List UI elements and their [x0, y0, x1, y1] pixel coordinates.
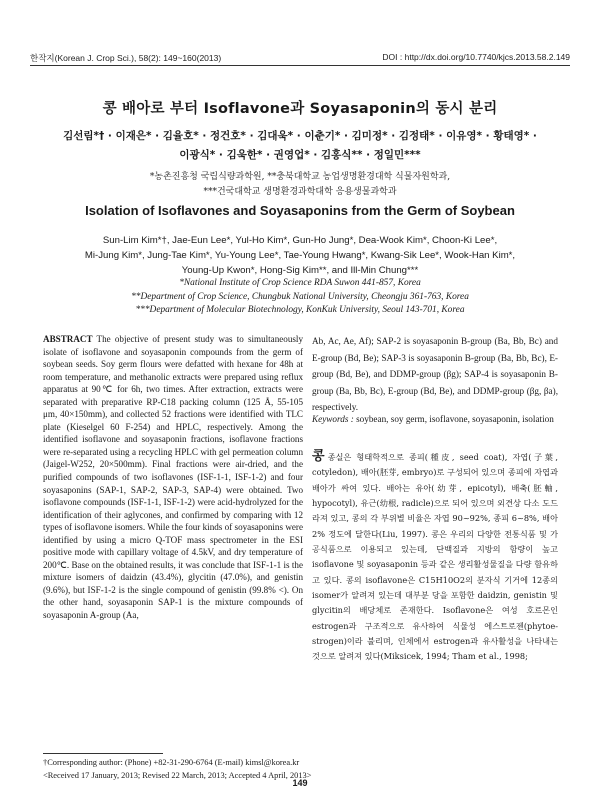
korean-affiliation-line: ***건국대학교 생명환경과학대학 응용생물과학과: [203, 187, 397, 197]
keywords-label: Keywords :: [312, 414, 354, 424]
page-number: 149: [292, 778, 308, 788]
korean-title: 콩 배아로 부터 Isoflavone과 Soyasaponin의 동시 분리: [102, 101, 498, 117]
body-text: [312, 449, 558, 665]
doi-link[interactable]: DOI : http://dx.doi.org/10.7740/kjcs.2013.58.2.149: [382, 52, 570, 62]
korean-authors-line: 김선림*† · 이재은* · 김율호* · 정건호* · 김대욱* · 이춘기* · 김미정* · 김정태* · 이유영* · 황태영* ·: [63, 130, 537, 142]
english-affiliation-line: ***Department of Molecular Biotechnology, KonKuk University, Seoul 143-701, Korea: [135, 305, 465, 315]
corresponding-author: †Corresponding author: (Phone) +82-31-290-6764 (E-mail) kimsl@korea.kr: [43, 758, 300, 767]
journal-citation: 한작지(Korean J. Crop Sci.), 58(2): 149~160(2013): [30, 53, 222, 63]
header-rule: [30, 65, 570, 66]
english-authors-line: Mi-Jung Kim*, Jung-Tae Kim*, Yu-Young Lee*, Tae-Young Hwang*, Kwang-Sik Lee*, Wook-Han Kim*,: [84, 250, 516, 261]
korean-authors-line: 이광식* · 김욱한* · 권영업* · 김홍식** · 정일민***: [179, 149, 421, 161]
abstract-text: The objective of present study was to simultaneously isolate of isoflavone and soyasaponin compounds from the germ of soybean seeds. Soy germ flours were defatted with hexane for 48h at room temperature, and methanolic extracts were prepared using reflux apparatus at 90℃ for 6h, two times. After extraction, extracts were separated with preparative RP-C18 packing column (125 Å, 55-105 μm, 40×150mm), and collected 52 fractions were identified with TLC plate (Kieselgel 60 F-254) and HPLC, respectively. Among the identified isoflavone and soyasaponin fractions, isoflavone fractions were re-separated using a recycling HPLC with gel permeation column (Jaigel-W252, 20×500mm). Final fractions were air-dried, and the purified compounds of two isoflavones (ISF-1-1, ISF-1-2) and four soyasaponins (SAP-1, SAP-2, SAP-3, SAP-4) were obtained. Two isoflavone compounds (ISF-1-1, ISF-1-2) were acid-hydrolyzed for the identification of their aglycones, and confirmed by comparing with 12 types of isoflavone isomers. While the four kinds of soyasaponins were identified by using a micro Q-TOF mass spectrometer in the ESI positive mode with capillary voltage of 4.5kV, and dry temperature of 200℃. Base on the obtained results, it was conclude that ISF-1-1 is the mixture isomers of daidzin (43.4%), glycitin (47.0%), and genistin (9.6%), but ISF-1-2 is the single compound of genistin (99.8% <). On the other hand, soyasaponin SAP-1 is the mixture compounds of soyasaponin A-group (Aa,: [43, 334, 304, 621]
english-authors-line: Sun-Lim Kim*†, Jae-Eun Lee*, Yul-Ho Kim*, Gun-Ho Jung*, Dea-Wook Kim*, Choon-Ki Lee*,: [102, 235, 498, 246]
korean-affiliation-line: *농촌진흥청 국립식량과학원, **충북대학교 농업생명환경대학 식물자원학과,: [149, 172, 451, 182]
english-affiliations: [40, 277, 560, 318]
korean-authors: [40, 127, 560, 165]
body-paragraph: 종실은 형태학적으로 종피(種皮, seed coat), 자엽(子葉, cotyledon), 배아(胚芽, embryo)로 구성되어 있으며 종피에 자엽과 배아가 싸여 있다. 배아는 유아(幼芽, epicotyl), 배축(胚軸, hypocotyl), 유근(幼根, radicle)으로 되어 있으며 외견상 다소 도드라져 있고, 콩의 각 부위별 비율은 자엽 90~92%, 종피 6~8%, 배아 2% 정도에 달한다(Liu, 1997). 콩은 우리의 다양한 전통식품 및 가공식품으로 이용되고 있는데, 단백질과 지방의 함량이 높고 isoflavone 및 soyasaponin 등과 같은 생리활성물질을 다량 함유하고 있다. 콩의 isoflavone은 C15H10O2의 분자식 기거에 12종의 isomer가 알려져 있는데 대부분 당을 포함한 daidzin, genistin 및 glycitin의 배당체로 존재한다. Isoflavone은 여성 호르몬인 estrogen과 구조적으로 유사하여 식물성 에스트로젠(phytoe-strogen)이라 불리며, 인체에서 estrogen과 유사활성을 나타내는 것으로 알려져 있다(Miksicek, 1994; Tham et al., 1998;: [312, 452, 558, 662]
english-title: Isolation of Isoflavones and Soyasaponins from the Germ of Soybean: [85, 203, 515, 218]
abstract-continued: Ab, Ac, Ae, Af); SAP-2 is soyasaponin B-group (Ba, Bb, Bc) and E-group (Bd, Be); SAP-3 is soyasaponin B-group (Ba, Bb, Bc), E-group (Bd, Be), and DDMP-group (βg); SAP-4 is soyasaponin B-group (Ba, Bb, Bc), E-group (Bd, Be), and DDMP-group (βg, βa), respectively.: [312, 336, 558, 413]
english-authors-line: Young-Up Kwon*, Hong-Sig Kim**, and Ill-Min Chung***: [181, 265, 419, 276]
footnote-rule: [43, 753, 163, 754]
received-dates: <Received 17 January, 2013; Revised 22 March, 2013; Accepted 4 April, 2013>: [43, 770, 312, 780]
keywords-text: soybean, soy germ, isoflavone, soyasaponin, isolation: [356, 414, 554, 424]
dropcap: 콩: [312, 449, 325, 464]
english-affiliation-line: **Department of Crop Science, Chungbuk National University, Cheongju 361-763, Korea: [131, 291, 469, 302]
abstract-label: ABSTRACT: [43, 334, 93, 344]
keywords: [312, 414, 558, 424]
korean-affiliations: [40, 170, 560, 200]
abstract-column: [43, 333, 303, 622]
english-affiliation-line: *National Institute of Crop Science RDA Suwon 441-857, Korea: [179, 278, 421, 288]
english-authors: [40, 233, 560, 278]
